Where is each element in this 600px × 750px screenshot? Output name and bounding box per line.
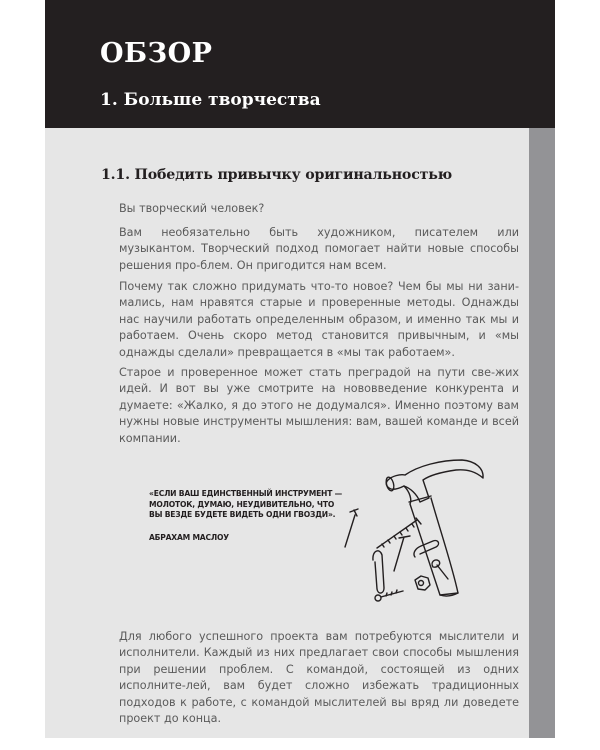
quote-author: АБРАХАМ МАСЛОУ [149, 532, 229, 542]
paragraph-1: Вы творческий человек? [119, 202, 265, 215]
quote-text: «ЕСЛИ ВАШ ЕДИНСТВЕННЫЙ ИНСТРУМЕНТ — МОЛОТОК, ДУМАЮ, НЕУДИВИТЕЛЬНО, ЧТО ВЫ ВЕЗДЕ БУДЕТЕ ВИДЕТЬ ОДНИ ГВОЗДИ». [149, 489, 343, 519]
hammer-and-nails-icon [300, 440, 530, 610]
book-page [45, 0, 555, 738]
page-edge-strip [529, 128, 555, 738]
chapter-subtitle: 1. Больше творчества [100, 90, 321, 110]
section-heading: 1.1. Победить привычку оригинальностью [101, 167, 452, 183]
chapter-title: ОБЗОР [100, 38, 213, 69]
paragraph-5: Для любого успешного проекта вам потребуются мыслители и исполнители. Каждый из них предлагает свои способы мышления при решении проблем. С командой, состоящей из одних исполните-лей, вам будет сложно избежать традиционных подходов к работе, с командой мыслителей вы вряд ли доведете проект до конца. [119, 630, 519, 726]
chapter-header [45, 0, 555, 128]
paragraph-2: Вам необязательно быть художником, писателем или музыкантом. Творческий подход помогает найти новые способы решения про-блем. Он пригодится нам всем. [119, 226, 519, 272]
paragraph-4: Старое и проверенное может стать преградой на пути све-жих идей. И вот вы уже смотрите на нововведение конкурента и думаете: «Жалко, я до этого не додумался». Именно поэтому вам нужны новые инструменты мышления: вам, вашей команде и всей компании. [119, 366, 519, 445]
paragraph-3: Почему так сложно придумать что-то новое? Чем бы мы ни зани-мались, нам нравятся старые и проверенные методы. Однажды нас научили работать определенным образом, и именно так мы и работаем. Очень скоро метод становится привычным, и «мы однажды сделали» превращается в «мы так работаем». [119, 280, 519, 359]
